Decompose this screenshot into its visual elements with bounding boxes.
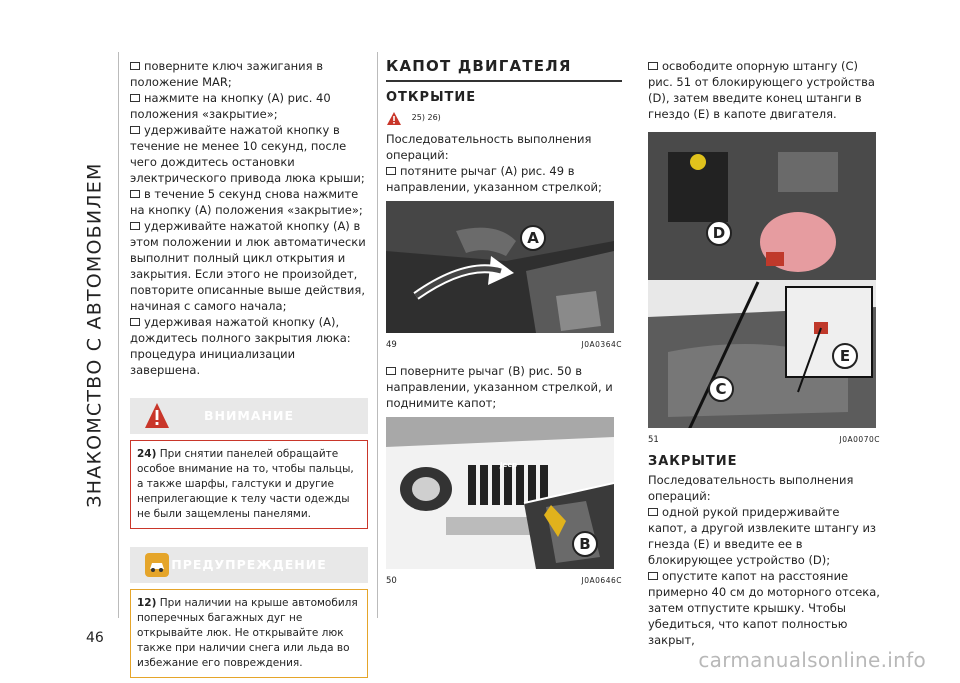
attention-triangle-icon (386, 111, 402, 126)
warning-banner (130, 547, 368, 583)
column-left (130, 58, 368, 678)
figure-51-caption (648, 432, 880, 448)
step-square-icon (386, 367, 396, 375)
figure-50-caption (386, 573, 622, 589)
step-item: удерживайте нажатой кнопку (A) в этом положении и люк автоматически выполнит полный цикл открытия и закрытия. Если этого не произойдет, повторите описанные выше действия, начиная с самого начала; (130, 219, 366, 313)
callout-d: D (706, 220, 732, 246)
callout-e: E (832, 343, 858, 369)
step-square-icon (130, 62, 140, 70)
step-item: удерживая нажатой кнопку (A), дождитесь полного закрытия люка: процедура инициализации завершена. (130, 315, 351, 377)
attention-triangle-icon (144, 402, 170, 430)
step-item: поверните рычаг (B) рис. 50 в направлении, указанном стрелкой, и поднимите капот; (386, 364, 613, 410)
engine-bay-illustration (648, 132, 876, 428)
warning-box (130, 589, 368, 678)
callout-a: A (520, 225, 546, 251)
grille-badge: Jeep (500, 461, 518, 469)
figure-number: 50 (386, 576, 397, 586)
refs-row (386, 110, 622, 127)
figure-code: J0A0364C (581, 340, 622, 349)
step-square-icon (130, 94, 140, 102)
attention-box (130, 440, 368, 529)
closing-section-title: ЗАКРЫТИЕ (648, 454, 738, 469)
intro-text: Последовательность выполнения операций: (648, 473, 854, 503)
watermark: carmanualsonline.info (698, 648, 926, 672)
chapter-divider (118, 52, 119, 618)
callout-c: C (708, 376, 734, 402)
attention-banner (130, 398, 368, 434)
warning-title: ПРЕДУПРЕЖДЕНИЕ (171, 557, 327, 572)
step-item: опустите капот на расстояние примерно 40 см до моторного отсека, затем отпустите крышку. Чтобы убедиться, что капот полностью закрыт, (648, 569, 880, 647)
step-item: нажмите на кнопку (A) рис. 40 положения «закрытие»; (130, 91, 331, 121)
figure-number: 49 (386, 340, 397, 350)
step-square-icon (386, 167, 396, 175)
subsection-title: ОТКРЫТИЕ (386, 90, 477, 105)
callout-b: B (572, 531, 598, 557)
attention-number: 24) (137, 448, 157, 460)
figure-49-caption (386, 337, 622, 353)
step-square-icon (648, 62, 658, 70)
figure-51-image (648, 132, 876, 428)
chapter-title: ЗНАКОМСТВО С АВТОМОБИЛЕМ (84, 162, 106, 508)
step-square-icon (130, 126, 140, 134)
figure-50-image (386, 417, 614, 569)
page-number: 46 (86, 630, 104, 646)
step-item: удерживайте нажатой кнопку в течение не менее 10 секунд, после чего дождитесь остановки электрического привода люка крыши; (130, 123, 365, 185)
step-square-icon (130, 190, 140, 198)
step-square-icon (648, 508, 658, 516)
step-square-icon (648, 572, 658, 580)
warning-number: 12) (137, 597, 157, 609)
column-right (648, 58, 880, 648)
step-square-icon (130, 318, 140, 326)
section-title: КАПОТ ДВИГАТЕЛЯ (386, 58, 622, 82)
figure-code: J0A0070C (839, 435, 880, 444)
figure-number: 51 (648, 435, 659, 445)
warning-text: При наличии на крыше автомобиля поперечных багажных дуг не открывайте люк. Не открывайте люк также при наличии снега или льда во избежание его повреждения. (137, 597, 358, 669)
warning-car-icon (144, 551, 170, 579)
step-item: поверните ключ зажигания в положение MAR; (130, 59, 323, 89)
step-item: в течение 5 секунд снова нажмите на кнопку (A) положения «закрытие»; (130, 187, 363, 217)
figure-49-image (386, 201, 614, 333)
column-middle (386, 58, 622, 589)
step-item: освободите опорную штангу (C) рис. 51 от блокирующего устройства (D), затем введите конец штанги в гнездо (E) в капоте двигателя. (648, 59, 875, 121)
step-item: одной рукой придерживайте капот, а другой извлеките штангу из гнезда (E) и введите ее в блокирующее устройство (D); (648, 505, 877, 567)
figure-code: J0A0646C (581, 576, 622, 585)
attention-text: При снятии панелей обращайте особое внимание на то, чтобы пальцы, а также шарфы, галстуки и другие неприлегающие к телу части одежды не были защемлены панелями. (137, 448, 354, 520)
hood-release-lever-illustration (386, 201, 614, 333)
step-item: потяните рычаг (A) рис. 49 в направлении, указанном стрелкой; (386, 164, 602, 194)
column-divider (377, 52, 378, 618)
attention-title: ВНИМАНИЕ (203, 408, 295, 423)
intro-text: Последовательность выполнения операций: (386, 132, 592, 162)
step-square-icon (130, 222, 140, 230)
references: 25) 26) (411, 113, 441, 122)
